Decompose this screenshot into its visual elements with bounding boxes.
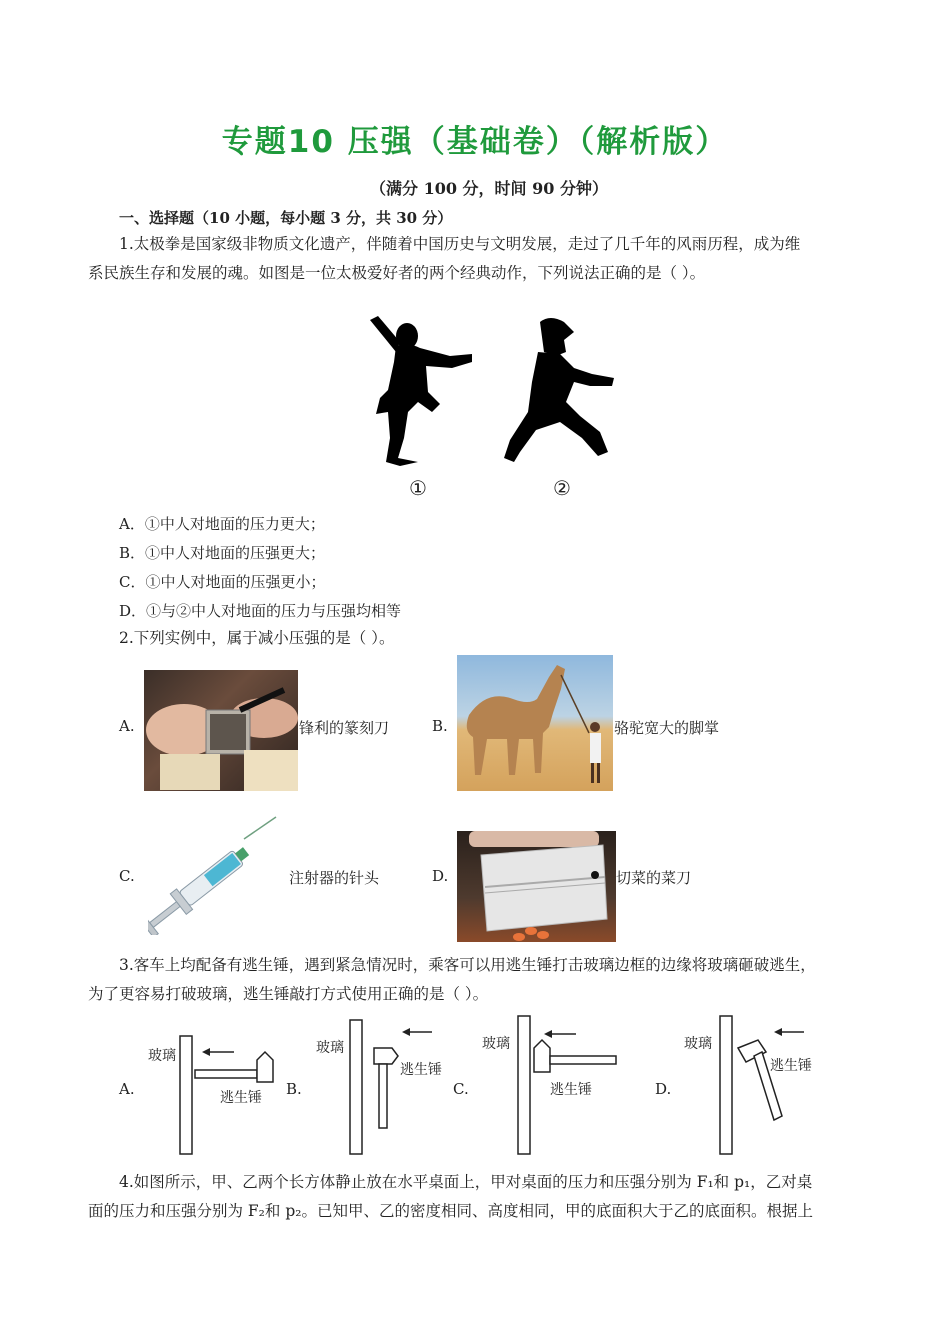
taiji-pose-2-silhouette	[504, 318, 614, 462]
q2-option-c-letter: C.	[119, 867, 135, 885]
hammer-diagram-c	[478, 1012, 628, 1158]
arrow-b	[402, 1028, 410, 1036]
section-heading: 一、选择题（10 小题，每小题 3 分，共 30 分）	[119, 209, 453, 227]
q2-stem: 2.下列实例中，属于减小压强的是（ ）。	[119, 629, 395, 647]
taiji-pose-1-silhouette	[370, 316, 472, 466]
figure-label-2: ②	[553, 476, 571, 500]
q3-stem-line1: 3.客车上均配备有逃生锤，遇到紧急情况时，乘客可以用逃生锤打击玻璃边框的边缘将玻璃砸破逃生，	[119, 956, 816, 974]
glass-pane-d	[720, 1016, 732, 1154]
figure-label-1: ①	[409, 476, 427, 500]
q1-option-a: A．①中人对地面的压力更大；	[119, 515, 325, 533]
glass-pane-b	[350, 1020, 362, 1154]
carving-knife-photo	[144, 670, 298, 791]
q2-option-d-text: 切菜的菜刀	[616, 869, 692, 887]
q4-stem-line1: 4.如图所示，甲、乙两个长方体静止放在水平桌面上，甲对桌面的压力和压强分别为 F₁和 p₁，乙对桌	[119, 1173, 813, 1191]
page-title: 专题10 压强（基础卷）（解析版）	[221, 124, 729, 160]
q1-stem-line1: 1.太极拳是国家级非物质文化遗产，伴随着中国历史与文明发展，走过了几千年的风雨历程，成为维	[119, 235, 801, 253]
glass-label-a: 玻璃	[148, 1048, 176, 1064]
q3-option-b-letter: B.	[286, 1080, 302, 1098]
q2-option-a-text: 锋利的篆刻刀	[299, 719, 390, 737]
hammer-label-d: 逃生锤	[770, 1058, 812, 1074]
glass-pane-a	[180, 1036, 192, 1154]
q1-stem-line2: 系民族生存和发展的魂。如图是一位太极爱好者的两个经典动作，下列说法正确的是（ ）。	[88, 264, 706, 282]
score-time-note: （满分 100 分，时间 90 分钟）	[370, 179, 608, 198]
hammer-head-a	[257, 1052, 273, 1082]
hammer-diagram-b	[310, 1012, 470, 1160]
hammer-head-b	[374, 1048, 398, 1064]
hammer-label-b: 逃生锤	[400, 1062, 442, 1078]
q3-stem-line2: 为了更容易打破玻璃，逃生锤敲打方式使用正确的是（ ）。	[88, 985, 489, 1003]
q1-option-c: C．①中人对地面的压强更小；	[119, 573, 326, 591]
arrow-a	[202, 1048, 210, 1056]
q2-option-b-text: 骆驼宽大的脚掌	[614, 719, 720, 737]
hammer-head-c	[534, 1040, 550, 1072]
hammer-label-a: 逃生锤	[220, 1090, 262, 1106]
q1-option-d: D．①与②中人对地面的压力与压强均相等	[119, 602, 402, 620]
hammer-label-c: 逃生锤	[550, 1082, 592, 1098]
hammer-diagram-d	[680, 1012, 840, 1158]
syringe-image	[148, 815, 280, 935]
arrow-c	[544, 1030, 552, 1038]
q2-option-a-letter: A.	[119, 717, 135, 735]
q2-option-c-text: 注射器的针头	[289, 869, 380, 887]
arrow-d	[774, 1028, 782, 1036]
q1-option-b: B．①中人对地面的压强更大；	[119, 544, 326, 562]
q2-option-b-letter: B.	[432, 717, 448, 735]
q3-option-c-letter: C.	[453, 1080, 469, 1098]
q4-stem-line2: 面的压力和压强分别为 F₂和 p₂。已知甲、乙的密度相同、高度相同，甲的底面积大于乙的底面积。根据上	[88, 1202, 813, 1220]
q3-option-a-letter: A.	[119, 1080, 135, 1098]
q3-option-d-letter: D.	[655, 1080, 672, 1098]
glass-label-c: 玻璃	[482, 1036, 510, 1052]
cleaver-photo	[457, 831, 616, 942]
hammer-diagram-a	[140, 1030, 290, 1160]
taiji-figure	[360, 312, 630, 502]
q2-option-d-letter: D.	[432, 867, 449, 885]
camel-photo	[457, 655, 613, 791]
glass-label-b: 玻璃	[316, 1040, 344, 1056]
glass-label-d: 玻璃	[684, 1036, 712, 1052]
glass-pane-c	[518, 1016, 530, 1154]
